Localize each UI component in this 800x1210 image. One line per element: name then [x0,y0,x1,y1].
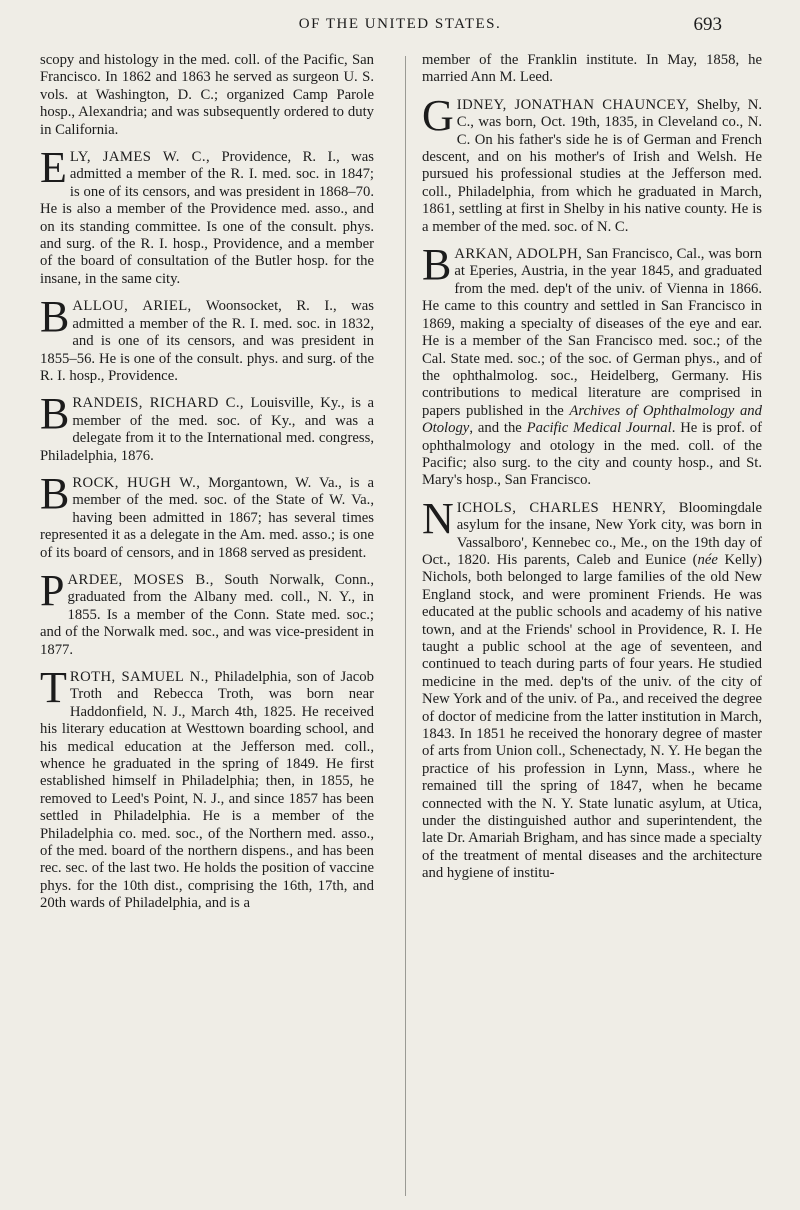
nee-word: née [697,551,718,568]
drop-cap: P [40,565,65,615]
entry-body: South Norwalk, Conn., graduated from the Albany med. coll., N. Y., in 1855. Is a member of the Conn. State med. soc.; and of the Norwalk med. soc., and was vice-president in 1877. [40,571,375,658]
entry-body: Woonsocket, R. I., was admitted a member of the R. I. med. soc. in 1832, and is one of its censors, and was president in 1855–56. He is one of the consult. phys. and surg. of the R. I. hosp., Providence. [40,298,374,384]
entry-body: . He is prof. of ophthalmology and otology in the med. coll. of the Pacific; also surg. to the city and county hosp., and St. Mary's hosp., San Francisco. [422,420,762,489]
biography-entry-troth [40,663,374,913]
drop-cap: B [40,468,70,518]
running-head: OF THE UNITED STATES. [298,16,502,32]
journal-title: Pacific Medical Journal [526,420,672,437]
continued-paragraph: member of the Franklin institute. In May, 1858, he married Ann M. Leed. [422,52,762,86]
page-number: 693 [693,14,722,35]
drop-cap: B [40,292,70,342]
entry-name: LY, JAMES W. C., [69,149,211,166]
continued-paragraph: scopy and histology in the med. coll. of the Pacific, San Francisco. In 1862 and 1863 he served as surgeon U. S. vols. at Washington, D. C.; organized Camp Parole hosp., Alexandria; and was subsequently ordered to duty in California. [40,52,374,138]
entry-body: Kelly) Nichols, both belonged to large families of the old New England stock, and were prominent Friends. He was educated at the public schools and academy of his native town, and at the Friends' school in Providence, R. I. He taught a public school at the age of seventeen, and continued to teach during parts of four years. He studied medicine in the med. dep'ts of the univ. of the city of New York and of the univ. of Pa., and received the degree of doctor of medicine from the latter institution in March, 1843. In 1851 he received the honorary degree of master of arts from Union coll., Schenectady, N. Y. He began the practice of his profession in Lynn, Mass., where he remained till the spring of 1847, when he became connected with the N. Y. State lunatic asylum, at Utica, under the distinguished author and superintendent, the late Dr. Amariah Brigham, and has since made a specialty of the treatment of mental diseases and the architecture and hygiene of institu- [422,551,762,882]
entry-name: ROTH, SAMUEL N., [69,669,209,685]
left-column [40,52,374,923]
entry-body: Philadelphia, son of Jacob Troth and Rebecca Troth, was born near Haddonfield, N. J., March 4th, 1825. He received his literary education at Westtown boarding school, and his medical education at the Jefferson med. coll., whence he graduated in the spring of 1849. He first established himself in Philadelphia; then, in 1855, he removed to Leed's Point, N. J., and since 1857 has been settled in Philadelphia. He is a member of the Philadelphia co. med. soc., of the Northern med. asso., of the med. board of the northern dispens., and has been rec. sec. of the last two. He holds the position of vaccine phys. for the 10th dist., comprising the 16th, 17th, and 20th wards of Philadelphia, and is a [40,669,374,912]
entry-name: RANDEIS, RICHARD C., [72,395,244,412]
entry-name: ROCK, HUGH W., [72,474,201,491]
right-column [422,52,762,893]
biography-entry-nichols [422,493,762,883]
drop-cap: T [40,663,67,712]
drop-cap: E [40,143,67,193]
biography-entry-brandeis [40,389,374,465]
drop-cap: N [422,493,454,543]
page-header [0,10,800,40]
biography-entry-sidney [422,90,762,236]
entry-body: Bloomingdale asylum for the insane, New York city, was born in Vassalboro', Kennebec co., Me., on the 19th day of Oct., 1820. His parents, Caleb and Eunice ( [422,499,762,568]
biography-entry-brock [40,468,374,562]
column-divider [405,56,406,1196]
entry-name: IDNEY, JONATHAN CHAUNCEY, [456,96,690,113]
entry-name: ICHOLS, CHARLES HENRY, [456,499,667,516]
entry-name: ALLOU, ARIEL, [72,298,192,315]
entry-name: ARDEE, MOSES B., [67,571,214,588]
entry-body: , and the [469,420,527,437]
entry-body: San Francisco, Cal., was born at Eperies, Austria, in the year 1845, and graduated from the med. dep't of the univ. of Vienna in 1866. He came to this country and settled in San Francisco in 1869, making a specialty of diseases of the eye and ear. He is a member of the San Francisco med. soc.; of the Cal. State med. soc.; of the soc. of German phys., and of the ophthalmolog. soc., Heidelberg, Germany. His contributions to medical literature are comprised in papers published in the [422,246,762,419]
entry-name: ARKAN, ADOLPH, [454,246,583,263]
biography-entry-ely [40,143,374,288]
biography-entry-barkan [422,240,762,490]
drop-cap: B [40,389,70,439]
entry-body: Louisville, Ky., is a member of the med. soc. of Ky., and was a delegate from it to the International med. congress, Philadelphia, 1876. [40,395,374,464]
entry-body: Providence, R. I., was admitted a member of the R. I. med. soc. in 1847; is one of its censors, and was president in 1868–70. He is also a member of the Providence med. asso., and on its standing committee. Is one of the consult. phys. and surg. of the R. I. hosp., Providence, and a member of the board of consultation of the Butler hosp. for the insane, in the same city. [40,149,374,287]
biography-entry-ballou [40,292,374,385]
journal-title: Archives of Ophthalmology and Otology [422,402,762,437]
biography-entry-pardee [40,565,375,659]
drop-cap: G [422,90,454,140]
entry-body: Morgantown, W. Va., is a member of the med. soc. of the State of W. Va., having been admitted in 1867; has several times represented it as a delegate in the Am. med. asso.; is one of its board of censors, and in 1868 served as president. [40,474,374,561]
entry-body: Shelby, N. C., was born, Oct. 19th, 1835, in Cleveland co., N. C. On his father's side he is of German and French descent, and on his mother's of Irish and Welsh. He pursued his professional studies at the Jefferson med. coll., Philadelphia, from which he graduated in March, 1861, settling at first in Shelby in his native county. He is a member of the med. soc. of N. C. [422,96,762,235]
drop-cap: B [422,240,452,290]
